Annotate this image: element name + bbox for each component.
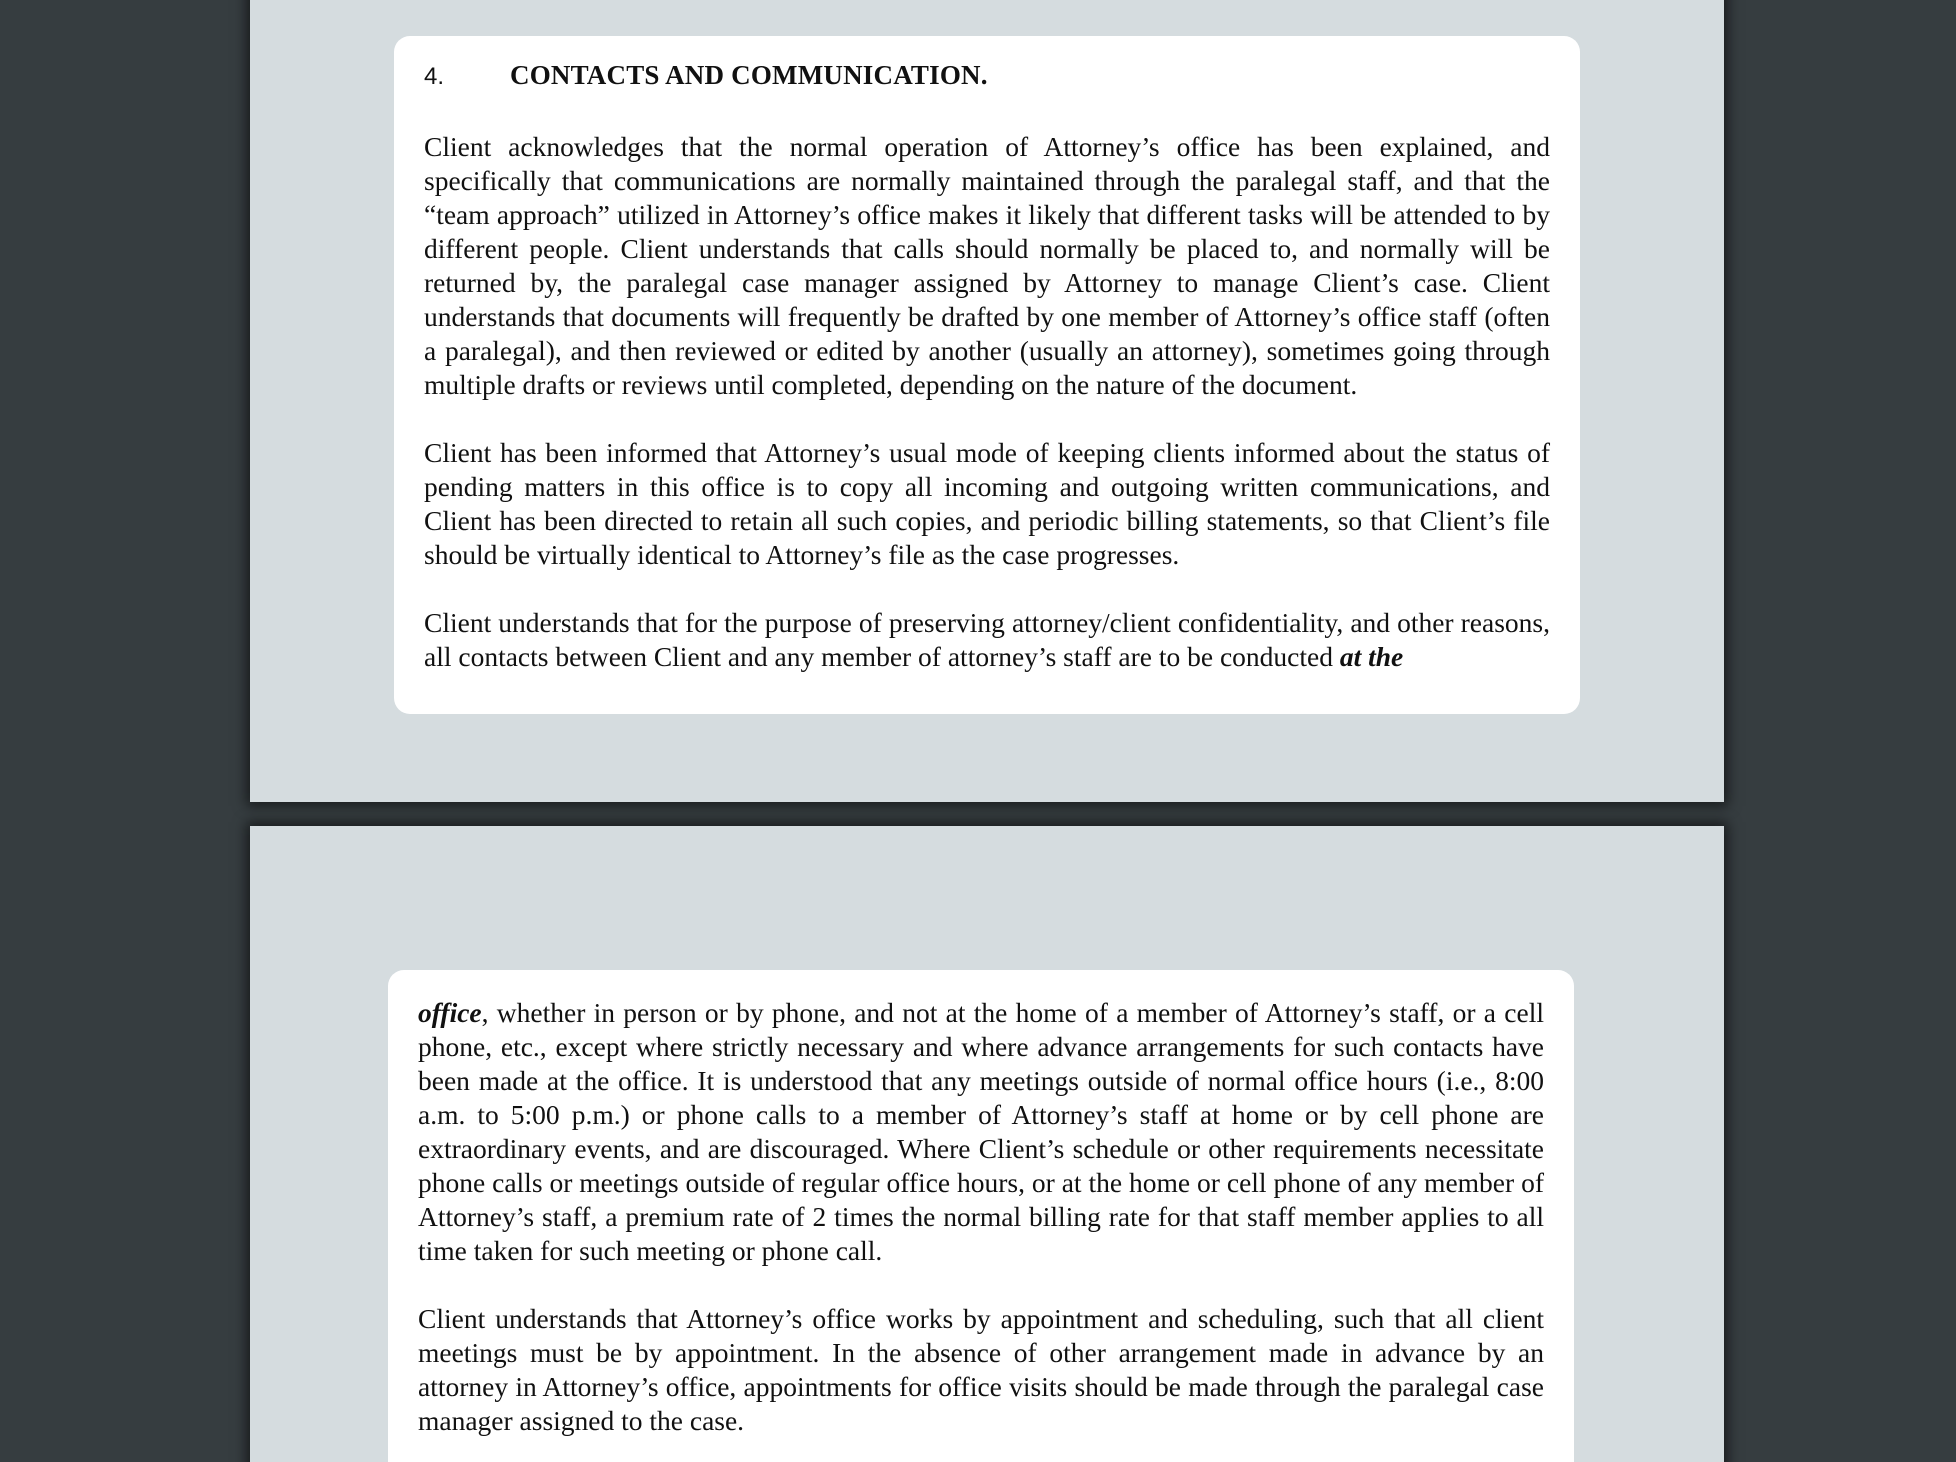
paragraph-contacts-continued	[418, 996, 1544, 1268]
paragraph-appointments: Client understands that Attorney’s office works by appointment and scheduling, such that all client meetings must be by appointment. In the absence of other arrangement made in advance by an attorney in Attorney’s office, appointments for office visits should be made through the paralegal case manager assigned to the case.	[418, 1303, 1544, 1436]
paragraph-office-operation: Client acknowledges that the normal operation of Attorney’s office has been explained, and specifically that communications are normally maintained through the paralegal staff, and that the “team approach” utilized in Attorney’s office makes it likely that different tasks will be attended to by different people. Client understands that calls should normally be placed to, and normally will be returned by, the paralegal case manager assigned by Attorney to manage Client’s case. Client understands that documents will frequently be drafted by one member of Attorney’s office staff (often a paralegal), and then reviewed or edited by another (usually an attorney), sometimes going through multiple drafts or reviews until completed, depending on the nature of the document.	[424, 131, 1550, 400]
document-page-1	[250, 0, 1724, 802]
emphasis-office: office	[418, 997, 482, 1028]
highlighted-text-block-2	[388, 970, 1574, 1462]
paragraph-status-updates: Client has been informed that Attorney’s usual mode of keeping clients informed about the status of pending matters in this office is to copy all incoming and outgoing written communications, and Client has been directed to retain all such copies, and periodic billing statements, so that Client’s file should be virtually identical to Attorney’s file as the case progresses.	[424, 437, 1550, 570]
paragraph-contacts	[424, 606, 1550, 674]
paragraph-contacts-continued-text: , whether in person or by phone, and not at the home of a member of Attorney’s staff, or a cell phone, etc., except where strictly necessary and where advance arrangements for such contacts have been made at the office. It is understood that any meetings outside of normal office hours (i.e., 8:00 a.m. to 5:00 p.m.) or phone calls to a member of Attorney’s staff at home or by cell phone are extraordinary events, and are discouraged. Where Client’s schedule or other requirements necessitate phone calls or meetings outside of regular office hours, or at the home or cell phone of any member of Attorney’s staff, a premium rate of 2 times the normal billing rate for that staff member applies to all time taken for such meeting or phone call.	[418, 997, 1544, 1266]
section-number: 4.	[424, 63, 445, 90]
highlighted-text-block-1	[394, 36, 1580, 714]
paragraph-contacts-text: Client understands that for the purpose of preserving attorney/client confidentiality, and other reasons, all contacts between Client and any member of attorney’s staff are to be conducted	[424, 607, 1550, 672]
document-page-2	[250, 826, 1724, 1462]
section-title: CONTACTS AND COMMUNICATION.	[510, 60, 988, 90]
emphasis-at-the: at the	[1339, 641, 1404, 672]
section-heading	[424, 58, 1550, 94]
